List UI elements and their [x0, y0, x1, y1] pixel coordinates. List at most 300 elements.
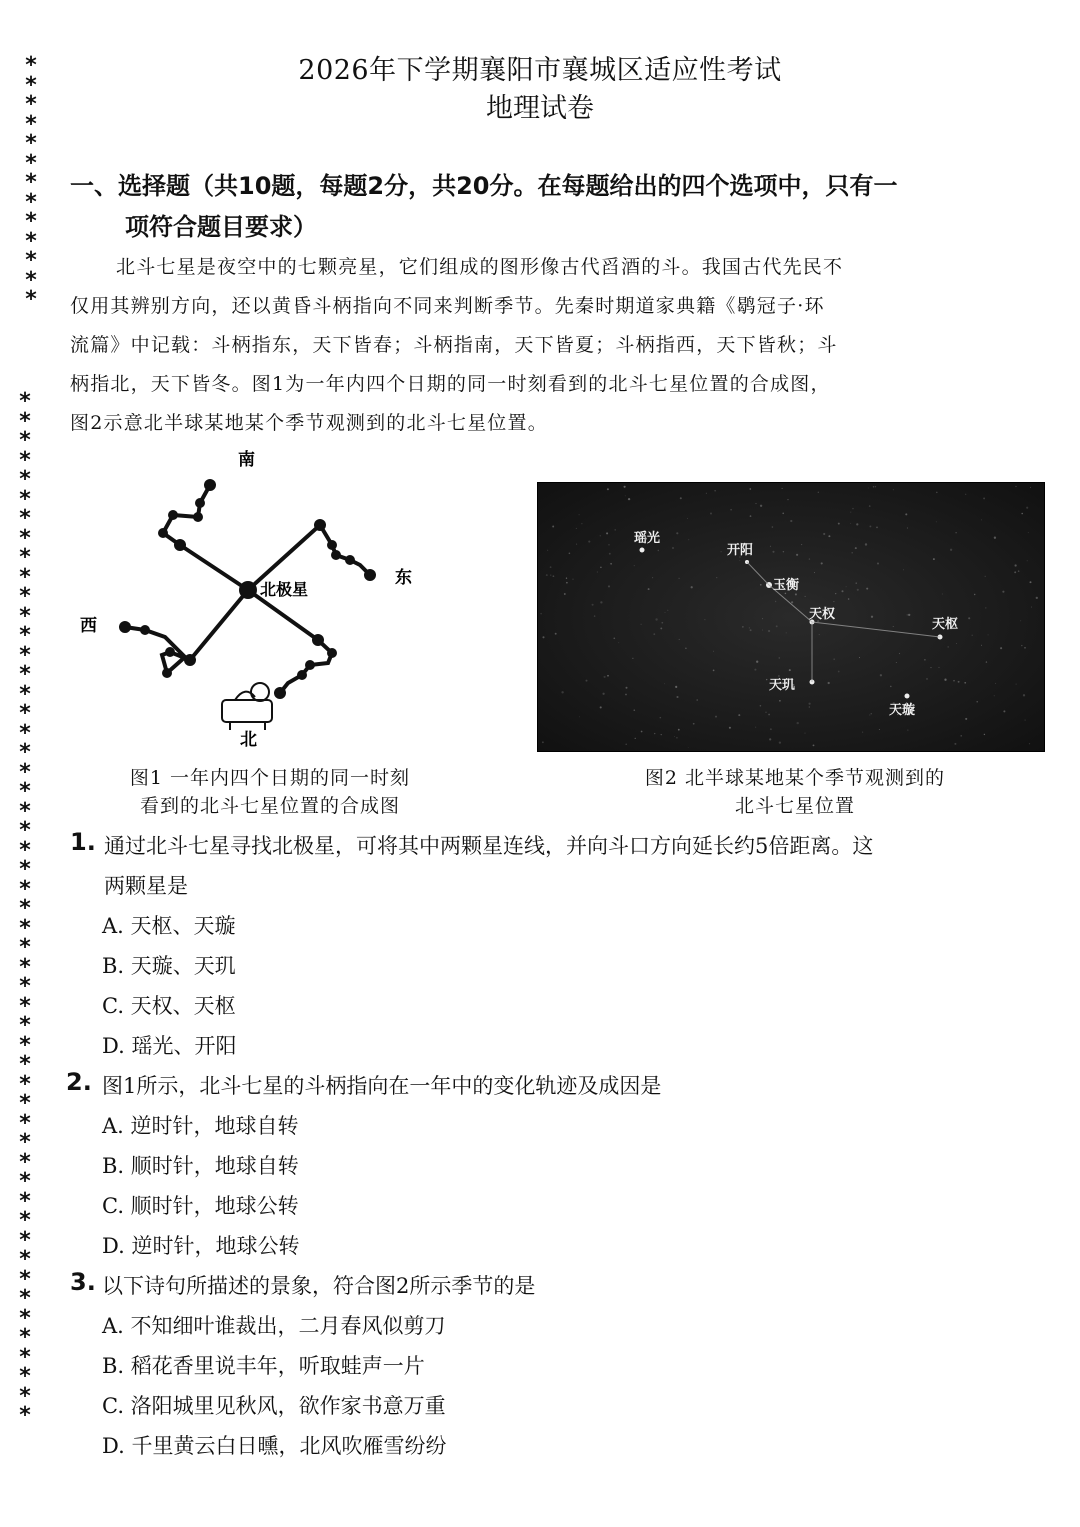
sky-speckle	[852, 508, 853, 509]
sky-speckle	[770, 728, 772, 730]
dir-north: 北	[240, 730, 257, 750]
sky-speckle	[608, 585, 610, 587]
sky-speckle	[856, 523, 858, 525]
margin-stars-top: * * * * * * * * * * * * *	[25, 53, 37, 312]
sky-speckle	[1031, 607, 1032, 608]
sky-speckle	[618, 642, 619, 643]
sky-speckle	[652, 577, 653, 578]
sky-speckle	[1025, 720, 1026, 721]
option-a[interactable]: A. 逆时针，地球自转	[102, 1114, 299, 1138]
figure1-caption-line1: 图1 一年内四个日期的同一时刻	[129, 767, 411, 789]
sky-speckle	[730, 509, 732, 511]
sky-speckle	[607, 675, 609, 677]
sky-speckle	[880, 674, 882, 676]
sky-speckle	[693, 723, 695, 725]
sky-speckle	[926, 678, 928, 680]
sky-speckle	[984, 734, 985, 735]
sky-speckle	[576, 544, 577, 545]
sky-speckle	[1021, 513, 1023, 515]
sky-speckle	[602, 693, 604, 695]
sky-speckle	[688, 539, 689, 540]
option-c[interactable]: C. 顺时针，地球公转	[102, 1194, 299, 1218]
sky-speckle	[750, 629, 752, 631]
option-b[interactable]: B. 天璇、天玑	[102, 954, 236, 978]
sky-speckle	[859, 657, 860, 658]
sky-speckle	[790, 520, 792, 522]
sky-speckle	[1014, 564, 1016, 566]
section-heading-line2: 项符合题目要求）	[125, 213, 317, 241]
sky-speckle	[609, 553, 611, 555]
sky-speckle	[899, 653, 900, 654]
option-c[interactable]: C. 天权、天枢	[102, 994, 236, 1018]
figure1-caption-line2: 看到的北斗七星位置的合成图	[139, 795, 400, 817]
sky-speckle	[608, 544, 610, 546]
sky-speckle	[715, 716, 717, 718]
sky-speckle	[791, 601, 793, 603]
option-b[interactable]: B. 稻花香里说丰年，听取蛙声一片	[102, 1354, 425, 1378]
label-tianji: 天玑	[769, 678, 796, 693]
sky-speckle	[626, 687, 628, 689]
sky-speckle	[739, 560, 740, 561]
sky-speckle	[879, 729, 880, 730]
arm-south-west	[190, 590, 248, 660]
sky-speckle	[658, 550, 659, 551]
sky-speckle	[818, 492, 819, 493]
intro-line: 图2示意北半球某地某个季节观测到的北斗七星位置。	[70, 412, 548, 434]
sky-speckle	[635, 738, 636, 739]
sky-speckle	[678, 578, 679, 579]
sky-speckle	[706, 493, 707, 494]
dipper-lower-left	[125, 627, 190, 673]
sky-speckle	[1026, 507, 1028, 509]
sky-speckle	[903, 569, 904, 570]
sky-speckle	[933, 558, 935, 560]
sky-speckle	[661, 622, 663, 624]
sky-speckle	[838, 523, 840, 525]
sky-speckle	[907, 730, 908, 731]
figure1-caption	[70, 764, 470, 820]
sky-speckle	[1029, 743, 1030, 744]
sky-speckle	[749, 488, 751, 490]
question-text: 图1所示，北斗七星的斗柄指向在一年中的变化轨迹及成因是	[102, 1074, 662, 1098]
option-c[interactable]: C. 洛阳城里见秋风，欲作家书意万重	[102, 1394, 446, 1418]
sky-speckle	[1018, 570, 1020, 572]
option-b[interactable]: B. 顺时针，地球自转	[102, 1154, 299, 1178]
sky-speckle	[755, 727, 756, 728]
sky-speckle	[564, 593, 566, 595]
label-yuheng: 玉衡	[773, 578, 800, 593]
sky-speckle	[936, 492, 938, 494]
sky-speckle	[772, 551, 774, 553]
sky-speckle	[667, 610, 668, 611]
sky-speckle	[850, 512, 851, 513]
sky-speckle	[742, 626, 743, 627]
sky-speckle	[782, 488, 783, 489]
sky-speckle	[714, 490, 715, 491]
sky-speckle	[846, 586, 847, 587]
sky-speckle	[713, 651, 714, 652]
option-d[interactable]: D. 瑶光、开阳	[102, 1034, 237, 1058]
sky-speckle	[890, 686, 892, 688]
star-dot	[204, 479, 216, 491]
star-dot	[165, 647, 175, 657]
sky-speckle	[787, 499, 788, 500]
sky-speckle	[716, 577, 717, 578]
star-dot	[140, 625, 150, 635]
option-d[interactable]: D. 逆时针，地球公转	[102, 1234, 300, 1258]
sky-speckle	[553, 575, 555, 577]
sky-speckle	[569, 553, 571, 555]
sky-speckle	[985, 576, 986, 577]
sky-speckle	[674, 736, 675, 737]
observer-sketch-icon	[222, 683, 272, 730]
sky-speckle	[936, 521, 937, 522]
sky-speckle	[600, 601, 602, 603]
sky-speckle	[994, 537, 996, 539]
sky-speckle	[1024, 647, 1026, 649]
sky-speckle	[809, 706, 810, 707]
sky-speckle	[939, 667, 940, 668]
sky-speckle	[869, 505, 871, 507]
sky-speckle	[995, 683, 996, 684]
question-number: 3.	[70, 1268, 96, 1296]
sky-speckle	[877, 562, 879, 564]
sky-speckle	[756, 503, 757, 504]
sky-speckle	[600, 567, 601, 568]
sky-speckle	[588, 541, 590, 543]
sky-speckle	[778, 675, 779, 676]
sky-speckle	[547, 550, 548, 551]
sky-speckle	[964, 682, 966, 684]
sky-speckle	[869, 714, 870, 715]
sky-speckle	[1023, 694, 1025, 696]
sky-speckle	[550, 566, 552, 568]
sky-speckle	[555, 633, 557, 635]
sky-speckle	[691, 586, 693, 588]
sky-speckle	[768, 714, 770, 716]
sky-speckle	[893, 489, 894, 490]
sky-speckle	[1030, 487, 1031, 488]
sky-speckle	[632, 658, 633, 659]
sky-speckle	[655, 618, 657, 620]
sky-speckle	[721, 551, 722, 552]
star-yaoguang	[640, 548, 645, 553]
sky-speckle	[981, 519, 982, 520]
figure1-diagram	[70, 445, 470, 755]
sky-speckle	[821, 562, 823, 564]
sky-speckle	[641, 731, 643, 733]
sky-speckle	[680, 497, 682, 499]
sky-speckle	[805, 596, 806, 597]
sky-speckle	[868, 488, 869, 489]
sky-speckle	[974, 594, 975, 595]
sky-speckle	[968, 617, 970, 619]
star-tianxuan	[905, 694, 910, 699]
sky-speckle	[566, 578, 567, 579]
star-dot	[364, 569, 376, 581]
sky-speckle	[778, 657, 780, 659]
sky-speckle	[908, 614, 910, 616]
sky-speckle	[851, 552, 853, 554]
sky-speckle	[696, 699, 698, 701]
figure2-caption-line2: 北斗七星位置	[734, 795, 855, 817]
sky-speckle	[665, 612, 666, 613]
sky-speckle	[865, 543, 867, 545]
label-tianquan: 天权	[809, 607, 836, 622]
sky-speckle	[610, 563, 612, 565]
star-dot	[168, 510, 178, 520]
sky-speckle	[841, 590, 843, 592]
sky-speckle	[783, 551, 784, 552]
sky-speckle	[924, 659, 926, 661]
star-dot	[193, 512, 203, 522]
sky-speckle	[713, 670, 715, 672]
option-d[interactable]: D. 千里黄云白日曛，北风吹雁雪纷纷	[102, 1434, 447, 1458]
sky-speckle	[729, 727, 731, 729]
option-a[interactable]: A. 天枢、天璇	[102, 914, 236, 938]
sky-speckle	[754, 669, 756, 671]
sky-speckle	[1028, 532, 1029, 533]
sky-speckle	[855, 547, 857, 549]
figure2-caption	[585, 764, 1005, 820]
sky-speckle	[634, 565, 635, 566]
sky-speckle	[876, 527, 878, 529]
sky-speckle	[625, 743, 627, 745]
sky-speckle	[813, 744, 815, 746]
sky-speckle	[801, 544, 802, 545]
section-heading-line1: 一、选择题（共10题，每题2分，共20分。在每题给出的四个选项中，只有一	[70, 172, 898, 200]
dir-east: 东	[395, 568, 412, 588]
sky-speckle	[907, 527, 908, 528]
sky-speckle	[866, 588, 868, 590]
sky-speckle	[606, 532, 608, 534]
option-a[interactable]: A. 不知细叶谁裁出，二月春风似剪刀	[102, 1314, 446, 1338]
sky-speckle	[893, 626, 894, 627]
sky-speckle	[850, 523, 851, 524]
question-text: 两颗星是	[104, 874, 188, 898]
sky-speckle	[676, 532, 678, 534]
sky-speckle	[871, 616, 873, 618]
sky-speckle	[965, 494, 966, 495]
sky-speckle	[679, 639, 680, 640]
sky-speckle	[760, 705, 762, 707]
intro-line: 仅用其辨别方向，还以黄昏斗柄指向不同来判断季节。先秦时期道家典籍《鹖冠子·环	[70, 295, 825, 317]
sky-speckle	[848, 598, 850, 600]
sky-speckle	[965, 718, 967, 720]
label-yaoguang: 瑶光	[634, 531, 661, 546]
sky-speckle	[597, 572, 598, 573]
sky-speckle	[1002, 591, 1004, 593]
sky-speckle	[749, 627, 750, 628]
sky-speckle	[942, 594, 943, 595]
sky-speckle	[1030, 581, 1032, 583]
sky-speckle	[905, 513, 907, 515]
sky-speckle	[594, 615, 595, 616]
sky-speckle	[561, 691, 563, 693]
sky-speckle	[814, 572, 815, 573]
sky-speckle	[1016, 684, 1017, 685]
sky-speckle	[766, 679, 767, 680]
sky-speckle	[819, 634, 820, 635]
sky-speckle	[972, 635, 973, 636]
sky-speckle	[976, 701, 977, 702]
sky-speckle	[981, 645, 982, 646]
intro-line: 流篇》中记载：斗柄指东，天下皆春；斗柄指南，天下皆夏；斗柄指西，天下皆秋；斗	[70, 334, 838, 356]
star-dot	[331, 550, 341, 560]
intro-paragraph	[70, 248, 1040, 443]
question-number: 2.	[66, 1068, 92, 1096]
sky-speckle	[796, 554, 798, 556]
sky-speckle	[956, 643, 957, 644]
star-dot	[345, 555, 355, 565]
sky-speckle	[805, 733, 806, 734]
star-dot	[327, 540, 337, 550]
question-1	[70, 826, 1045, 1066]
sky-speckle	[907, 614, 908, 615]
sky-speckle	[675, 686, 677, 688]
sky-speckle	[789, 669, 791, 671]
sky-speckle	[809, 703, 811, 705]
sky-speckle	[579, 716, 580, 717]
sky-speckle	[875, 486, 876, 487]
sky-speckle	[687, 518, 688, 519]
sky-speckle	[779, 741, 781, 743]
sky-speckle	[947, 646, 949, 648]
sky-speckle	[770, 546, 771, 547]
sky-speckle	[955, 532, 956, 533]
polaris-label: 北极星	[260, 580, 309, 599]
sky-speckle	[676, 696, 678, 698]
sky-speckle	[581, 523, 582, 524]
sky-speckle	[579, 514, 580, 515]
sky-speckle	[542, 636, 544, 638]
star-dot	[174, 539, 186, 551]
sky-speckle	[983, 497, 985, 499]
star-dot	[327, 648, 337, 658]
polaris-star	[239, 581, 257, 599]
sky-speckle	[809, 558, 810, 559]
label-tianshu: 天枢	[932, 617, 959, 632]
star-dot	[312, 634, 324, 646]
sky-speckle	[566, 582, 568, 584]
sky-speckle	[782, 513, 784, 515]
sky-speckle	[640, 624, 641, 625]
sky-speckle	[600, 706, 602, 708]
sky-speckle	[625, 495, 626, 496]
sky-speckle	[795, 593, 797, 595]
sky-speckle	[930, 667, 931, 668]
sky-speckle	[661, 734, 662, 735]
sky-speckle	[654, 733, 655, 734]
sky-speckle	[678, 729, 680, 731]
sky-speckle	[994, 695, 995, 696]
sky-speckle	[625, 694, 627, 696]
sky-speckle	[988, 634, 989, 635]
sky-speckle	[1036, 597, 1038, 599]
sky-speckle	[772, 526, 774, 528]
sky-speckle	[786, 632, 787, 633]
sky-speckle	[828, 682, 830, 684]
sky-speckle	[760, 505, 762, 507]
sky-speckle	[833, 601, 834, 602]
sky-speckle	[550, 575, 551, 576]
sky-speckle	[624, 486, 626, 488]
sky-speckle	[628, 498, 630, 500]
sky-speckle	[835, 593, 836, 594]
sky-speckle	[653, 633, 655, 635]
sky-speckle	[710, 513, 712, 515]
sky-speckle	[676, 737, 678, 739]
star-dot	[305, 660, 315, 670]
sky-speckle	[1003, 710, 1005, 712]
sky-speckle	[776, 625, 778, 627]
star-dot	[314, 519, 326, 531]
star-dot	[297, 670, 307, 680]
sky-speckle	[1020, 620, 1021, 621]
star-dot	[119, 621, 131, 633]
sky-speckle	[672, 547, 674, 549]
star-dot	[195, 498, 205, 508]
question-2	[66, 1066, 1041, 1266]
sky-speckle	[600, 535, 601, 536]
sky-speckle	[704, 619, 705, 620]
label-kaiyang: 开阳	[727, 543, 754, 558]
sky-speckle	[572, 579, 573, 580]
section-heading	[70, 166, 1045, 248]
margin-stars-bottom: * * * * * * * * * * * * * * * * * * * * * * * * * * * * * * * * * * * * * * * * * * * * * * * * * * * * *	[19, 389, 31, 1428]
sky-speckle	[833, 658, 835, 660]
dir-south: 南	[238, 450, 255, 470]
intro-line: 北斗七星是夜空中的七颗亮星，它们组成的图形像古代舀酒的斗。我国古代先民不	[116, 256, 844, 278]
sky-speckle	[862, 732, 863, 733]
sky-speckle	[797, 722, 799, 724]
sky-speckle	[871, 713, 872, 714]
sky-speckle	[960, 735, 961, 736]
sky-speckle	[857, 589, 859, 591]
question-text: 以下诗句所描述的景象，符合图2所示季节的是	[102, 1274, 536, 1298]
question-number: 1.	[70, 828, 96, 856]
sky-speckle	[738, 714, 740, 716]
figure2-caption-line1: 图2 北半球某地某个季节观测到的	[644, 767, 946, 789]
sky-speckle	[762, 618, 763, 619]
exam-subtitle: 地理试卷	[486, 93, 594, 124]
arm-north-west	[180, 545, 248, 590]
sky-speckle	[775, 601, 776, 602]
sky-speckle	[685, 647, 687, 649]
star-dot	[162, 668, 172, 678]
sky-speckle	[953, 680, 955, 682]
sky-speckle	[944, 679, 946, 681]
sky-speckle	[1000, 647, 1002, 649]
sky-speckle	[648, 588, 650, 590]
sky-speckle	[838, 671, 840, 673]
sky-speckle	[540, 613, 542, 615]
dipper-upper-right	[320, 525, 370, 575]
sky-speckle	[762, 630, 763, 631]
sky-speckle	[986, 661, 987, 662]
sky-speckle	[607, 488, 609, 490]
sky-speckle	[633, 709, 635, 711]
dir-west: 西	[80, 616, 97, 636]
sky-speckle	[768, 630, 770, 632]
sky-speckle	[760, 584, 762, 586]
sky-speckle	[604, 676, 606, 678]
sky-speckle	[779, 700, 781, 702]
question-3	[70, 1266, 1045, 1466]
star-dot	[184, 654, 196, 666]
sky-speckle	[552, 526, 554, 528]
figure2-photo	[537, 482, 1045, 752]
